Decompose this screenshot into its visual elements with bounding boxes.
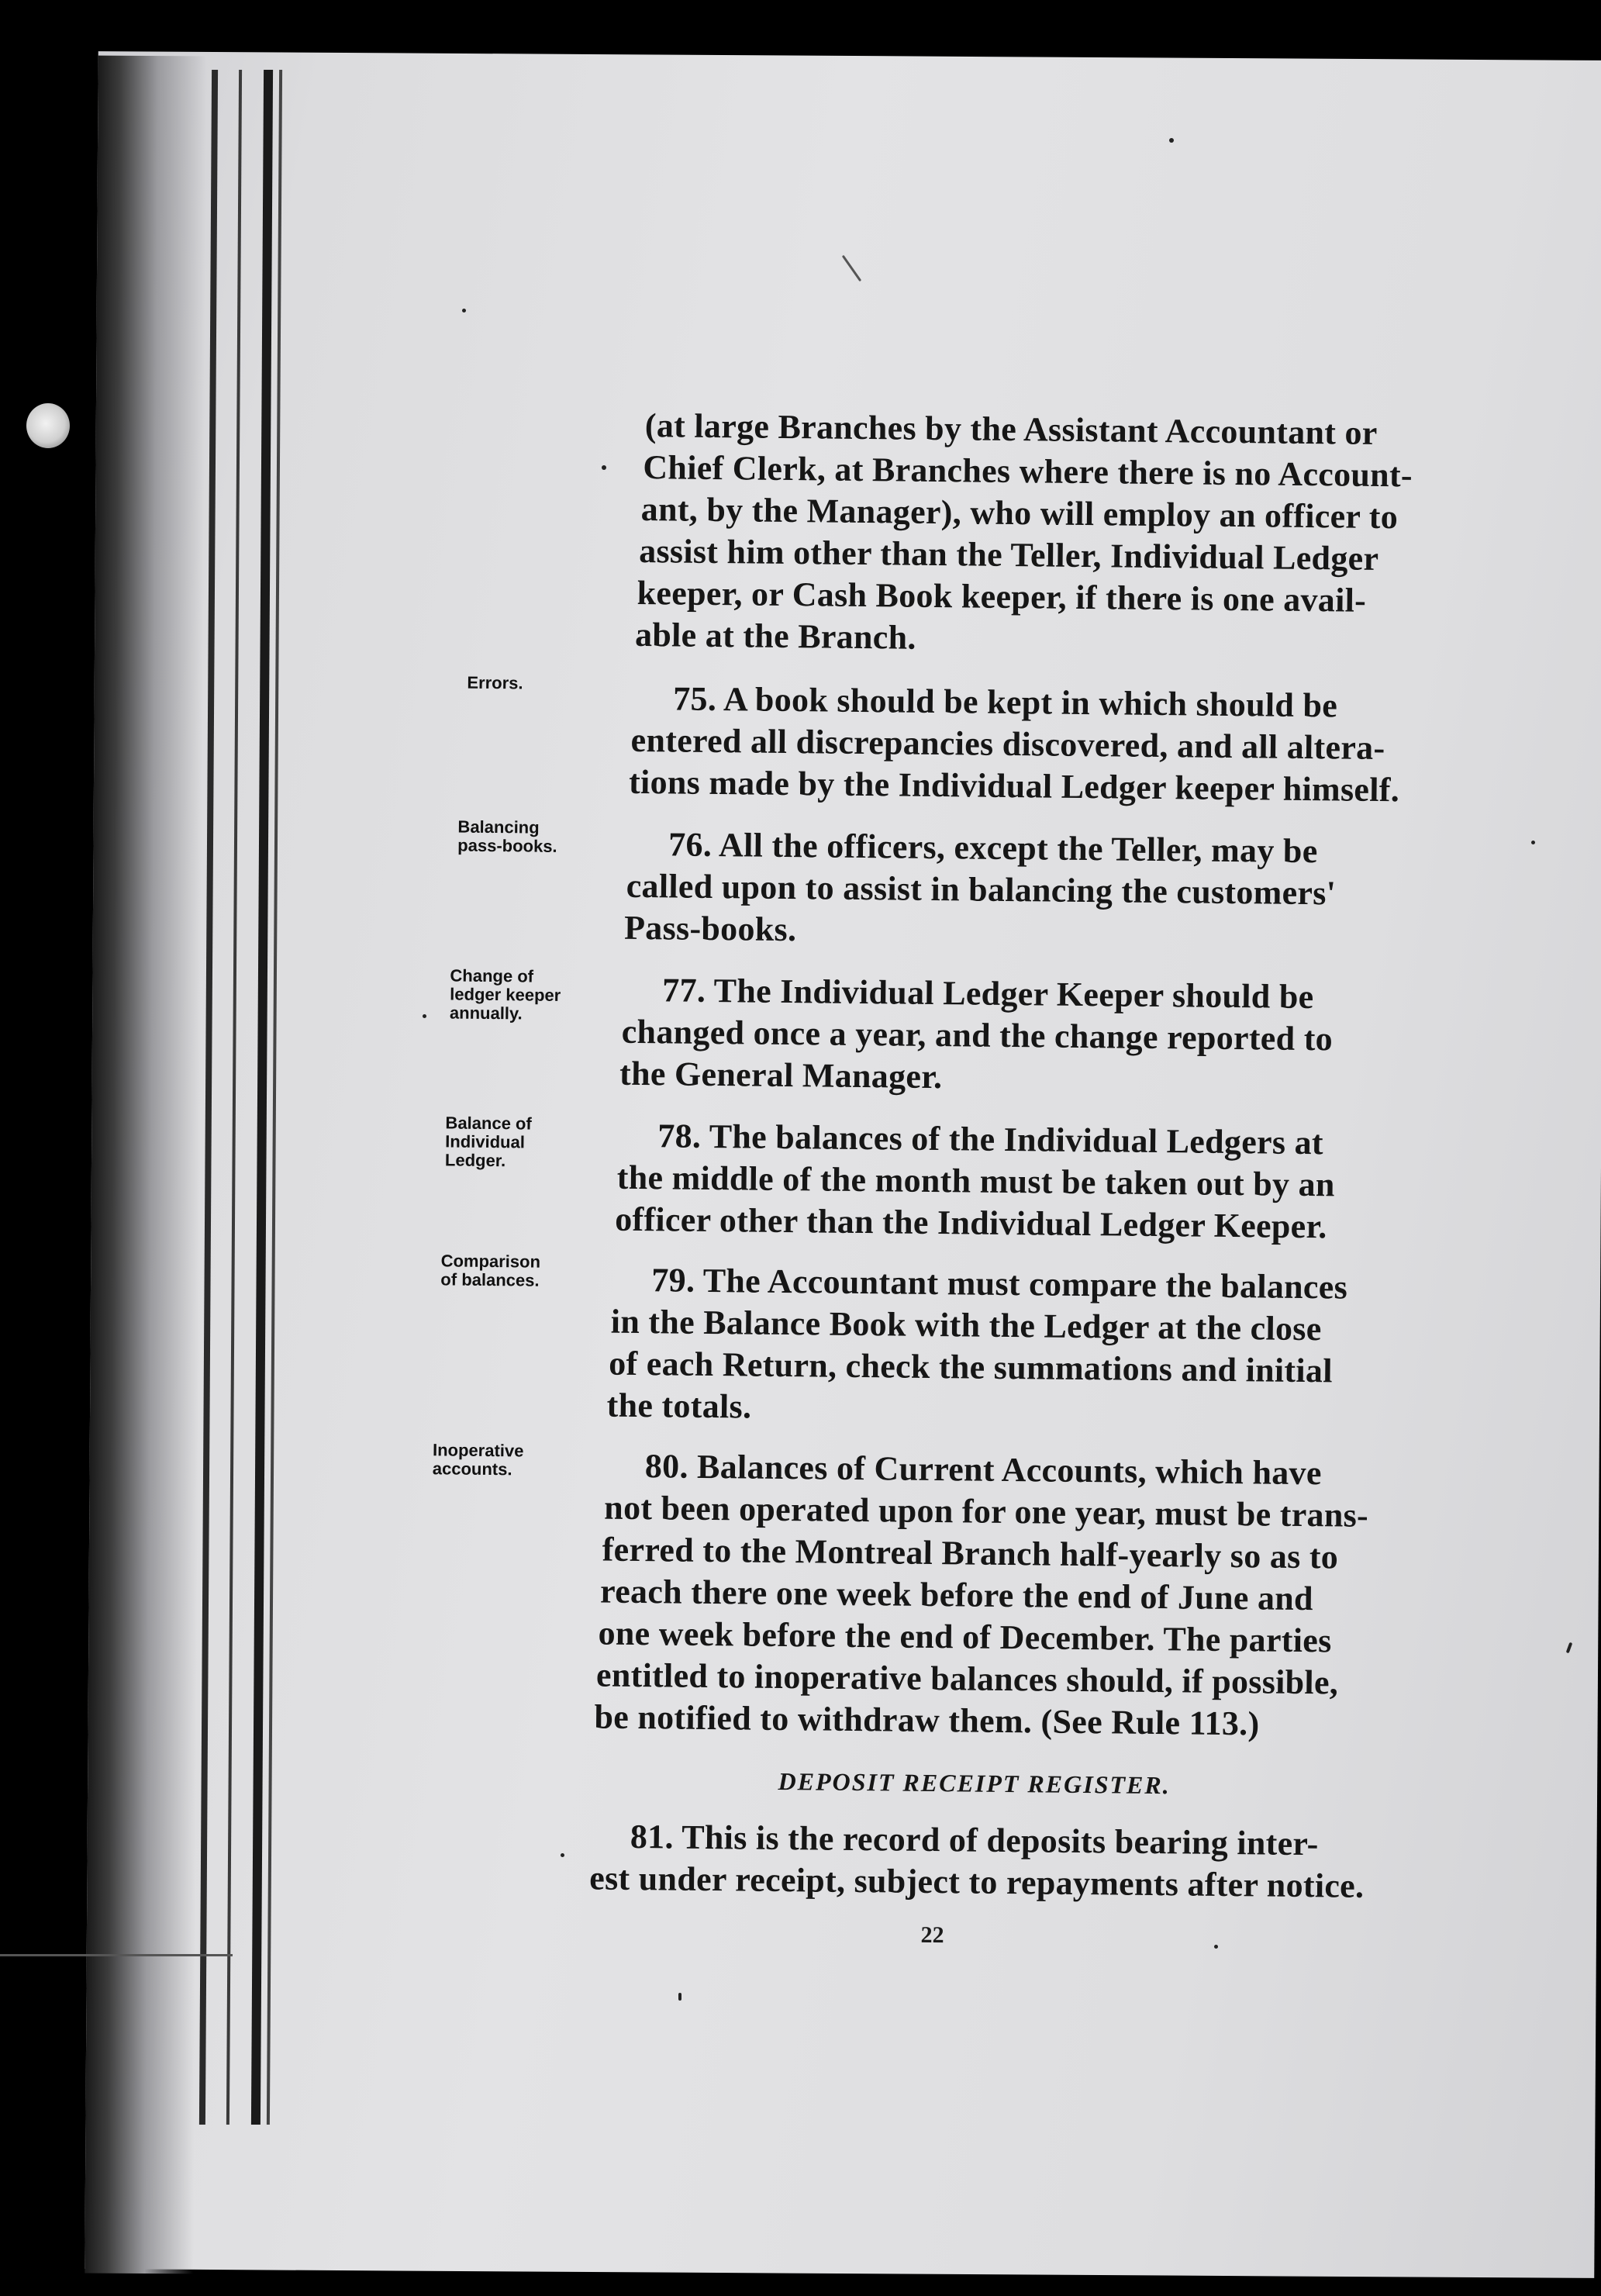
rule-77-line: the General Manager. (619, 1054, 943, 1096)
scan-speck (1531, 841, 1535, 844)
rule-75-line: tions made by the Individual Ledger keeper himself. (628, 762, 1400, 810)
scan-streak (0, 1954, 233, 1956)
margin-note-errors (467, 674, 645, 694)
margin-note-line: Individual (445, 1131, 526, 1152)
rule-80-line: ferred to the Montreal Branch half-yearly so as to (602, 1530, 1339, 1576)
section-heading: DEPOSIT RECEIPT REGISTER. (778, 1766, 1171, 1800)
body-line: ant, by the Manager), who will employ an officer to (640, 489, 1399, 537)
scan-speck (1169, 138, 1174, 143)
margin-note-comparison (440, 1252, 619, 1290)
margin-note-change (450, 966, 629, 1024)
rule-75-line: entered all discrepancies discovered, and all altera- (630, 720, 1385, 768)
rule-78-line: the middle of the month must be taken out by an (616, 1158, 1335, 1204)
rule-76-line: called upon to assist in balancing the customers' (626, 866, 1337, 913)
margin-note-line: annually. (449, 1003, 523, 1024)
rule-80-line: 80. Balances of Current Accounts, which have (644, 1447, 1322, 1493)
margin-note-line: Balancing (457, 817, 540, 837)
margin-note-line: accounts. (432, 1459, 512, 1479)
rule-79-line: in the Balance Book with the Ledger at the close (610, 1302, 1322, 1348)
margin-note-balancing (457, 818, 636, 857)
rule-80-line: be notified to withdraw them. (See Rule 113.) (594, 1697, 1260, 1743)
body-line: assist him other than the Teller, Individual Ledger (638, 531, 1379, 578)
rule-78-line: 78. The balances of the Individual Ledgers at (657, 1117, 1324, 1162)
margin-note-line: Errors. (467, 672, 523, 693)
scan-speck (1214, 1945, 1218, 1949)
rule-79-line: the totals. (606, 1386, 752, 1426)
margin-note-inoperative (433, 1441, 611, 1479)
margin-note-line: pass-books. (457, 835, 557, 856)
rule-79-line: 79. The Accountant must compare the balances (651, 1261, 1348, 1307)
rule-77-line: 77. The Individual Ledger Keeper should be (662, 971, 1314, 1017)
body-line: (at large Branches by the Assistant Accountant or (644, 406, 1378, 452)
rule-80-line: one week before the end of December. The parties (598, 1614, 1332, 1660)
rule-75-line: 75. A book should be kept in which should be (672, 679, 1338, 725)
rule-76-line: 76. All the officers, except the Teller, may be (668, 825, 1318, 871)
margin-note-balance (445, 1113, 624, 1171)
rule-79-line: of each Return, check the summations and initial (609, 1344, 1334, 1390)
body-line: keeper, or Cash Book keeper, if there is one avail- (637, 573, 1367, 620)
rule-76-line: Pass-books. (623, 908, 797, 949)
scan-speck (423, 1014, 426, 1018)
margin-note-line: of balances. (440, 1269, 540, 1290)
scan-speck (561, 1853, 564, 1857)
rule-80-line: entitled to inoperative balances should, if possible, (595, 1656, 1339, 1702)
scan-speck (602, 465, 606, 470)
rule-81-line: est under receipt, subject to repayments after notice. (589, 1859, 1365, 1905)
body-line: Chief Clerk, at Branches where there is no Account- (643, 448, 1413, 495)
rule-78-line: officer other than the Individual Ledger Keeper. (614, 1200, 1327, 1246)
rule-81-line: 81. This is the record of deposits bearing inter- (630, 1817, 1319, 1863)
scan-speck (462, 309, 466, 312)
rule-80-line: reach there one week before the end of June and (599, 1572, 1314, 1618)
margin-note-line: Change of (450, 965, 534, 986)
margin-note-line: Comparison (440, 1251, 541, 1272)
body-line: able at the Branch. (634, 615, 916, 657)
page-number: 22 (920, 1921, 944, 1949)
margin-note-line: Ledger. (444, 1150, 506, 1171)
margin-note-line: ledger keeper (450, 984, 561, 1005)
rule-77-line: changed once a year, and the change reported to (621, 1012, 1334, 1058)
rule-80-line: not been operated upon for one year, must be trans- (604, 1488, 1369, 1535)
margin-note-line: Balance of (445, 1113, 532, 1134)
scan-speck (678, 1993, 681, 2001)
margin-note-line: Inoperative (432, 1440, 524, 1461)
